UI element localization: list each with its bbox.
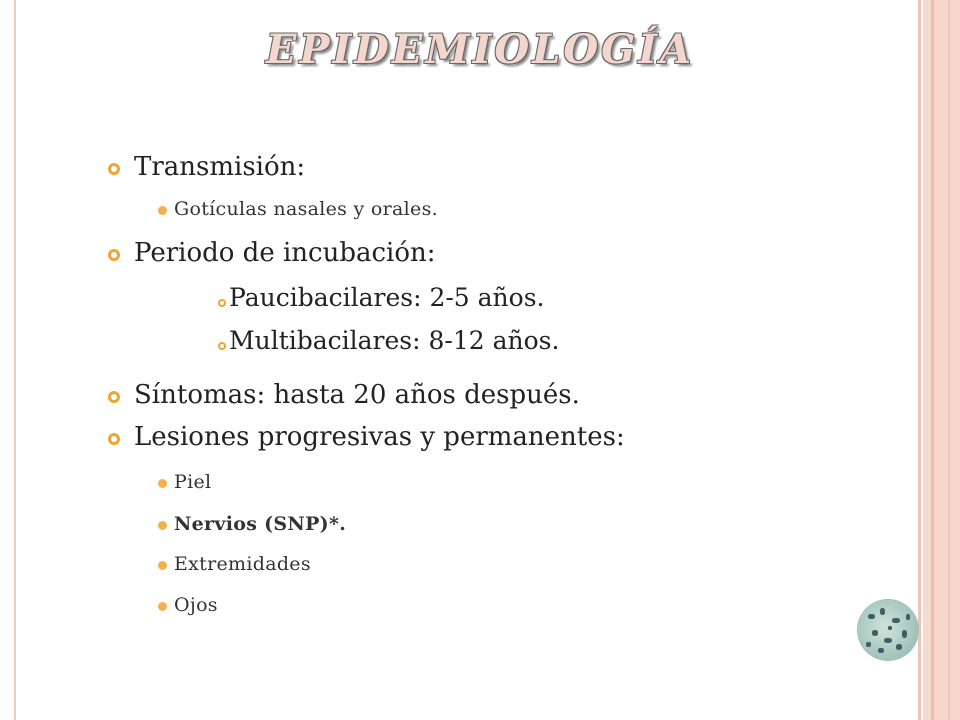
microscopy-image (858, 600, 918, 660)
ring-bullet-icon (108, 163, 120, 175)
right-stripe (948, 0, 950, 720)
dot-bullet-icon (158, 602, 167, 611)
ring-bullet-icon (108, 433, 120, 445)
dot-bullet-icon (158, 479, 167, 488)
bullet-multibacilares: Multibacilares: 8-12 años. (229, 326, 560, 355)
small-ring-bullet-icon (218, 299, 226, 307)
left-rule (14, 0, 16, 720)
bullet-sintomas: Síntomas: hasta 20 años después. (134, 380, 580, 410)
bullet-piel: Piel (174, 471, 212, 493)
right-stripe (923, 0, 931, 720)
bullet-paucibacilares: Paucibacilares: 2-5 años. (229, 283, 545, 312)
bullet-lesiones: Lesiones progresivas y permanentes: (134, 422, 625, 452)
bullet-ojos: Ojos (174, 594, 218, 616)
bullet-periodo: Periodo de incubación: (134, 238, 436, 268)
ring-bullet-icon (108, 391, 120, 403)
right-stripe (934, 0, 960, 720)
slide-title: EPIDEMIOLOGÍA (265, 26, 695, 73)
bullet-extremidades: Extremidades (174, 553, 311, 575)
ring-bullet-icon (108, 249, 120, 261)
bullet-transmision: Transmisión: (134, 152, 306, 182)
right-stripe (918, 0, 921, 720)
dot-bullet-icon (158, 206, 167, 215)
bullet-nervios: Nervios (SNP)*. (174, 513, 347, 535)
small-ring-bullet-icon (218, 342, 226, 350)
dot-bullet-icon (158, 521, 167, 530)
bullet-goticulas: Gotículas nasales y orales. (174, 198, 438, 220)
dot-bullet-icon (158, 561, 167, 570)
